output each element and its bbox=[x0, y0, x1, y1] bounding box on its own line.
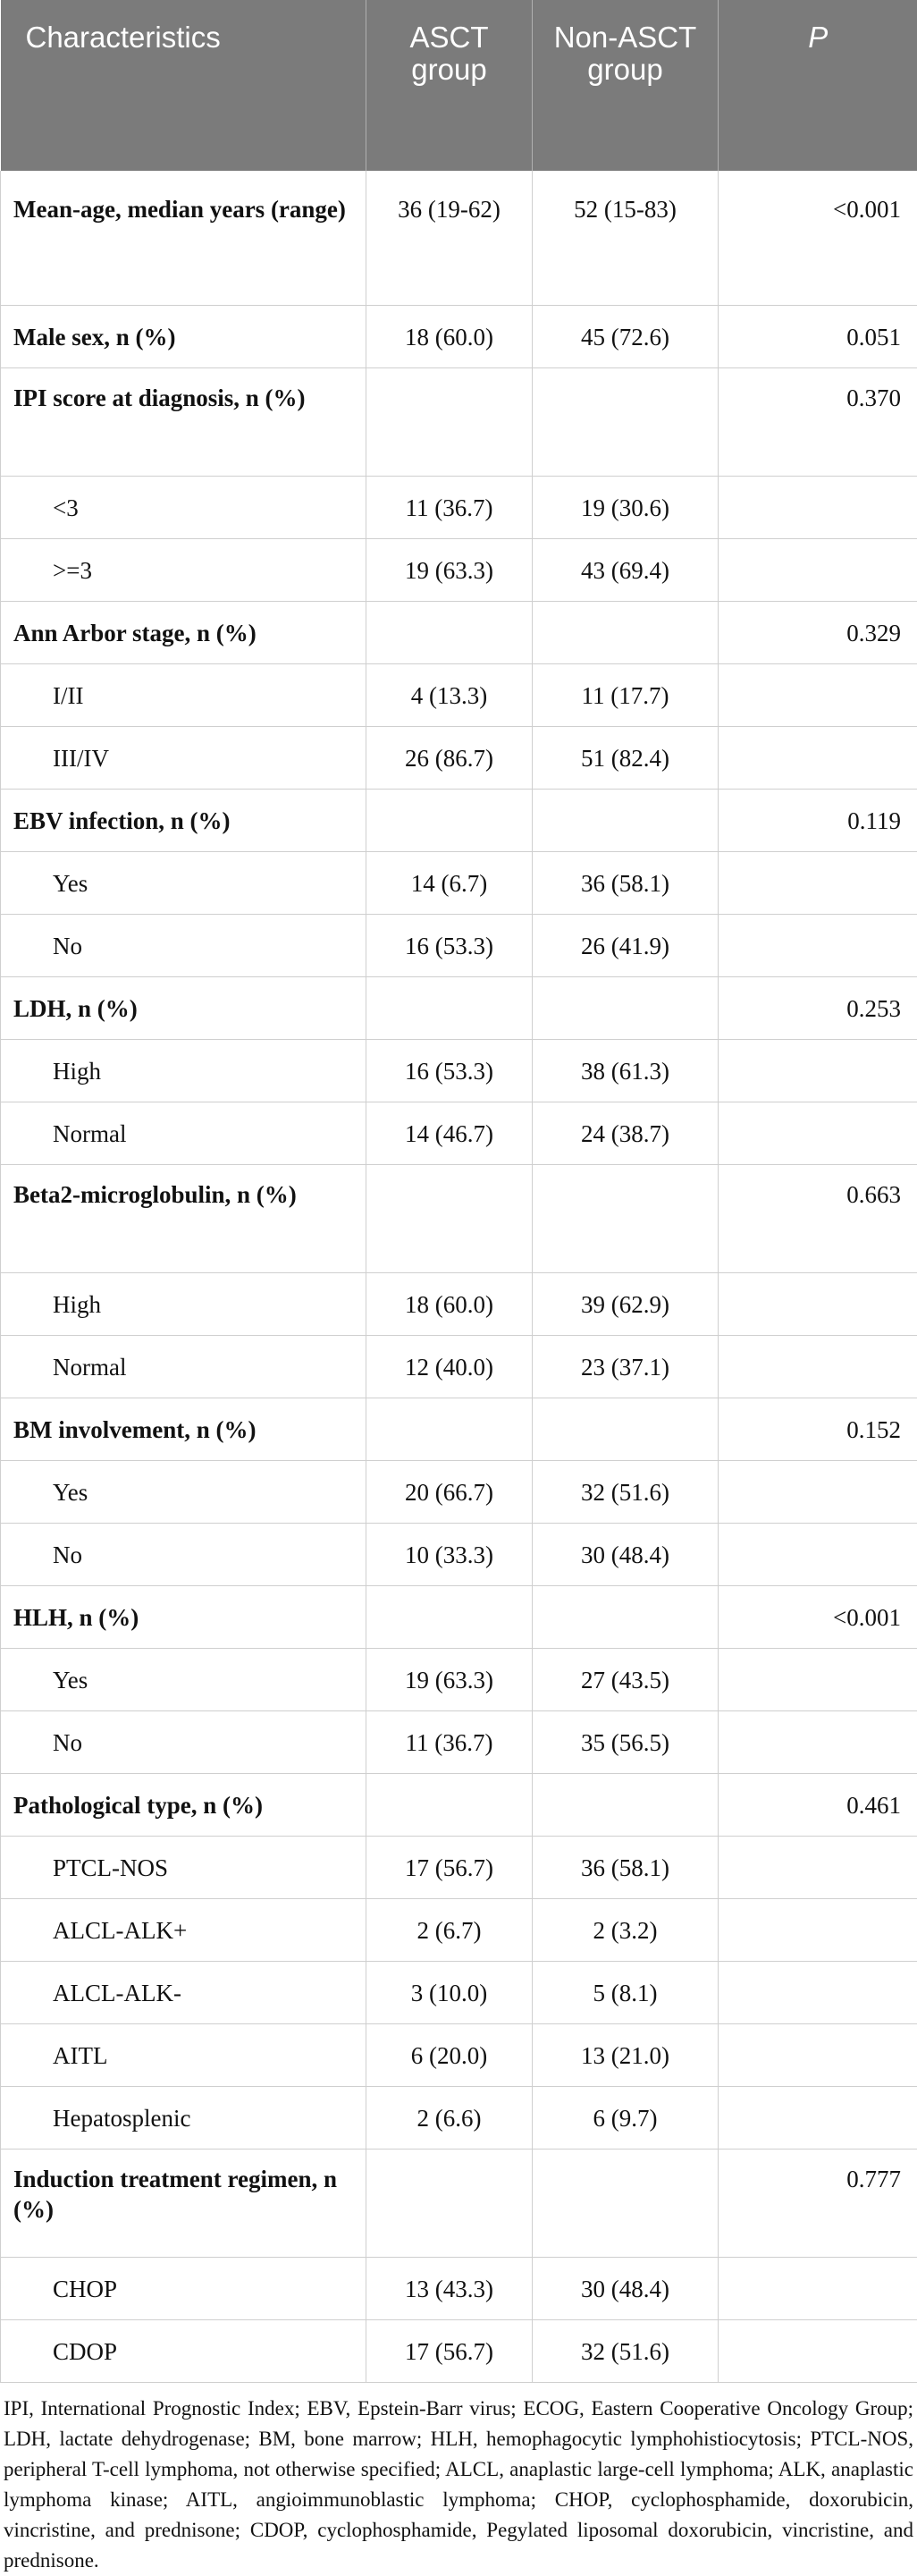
non-asct-value: 45 (72.6) bbox=[533, 306, 719, 368]
subcategory-label: High bbox=[1, 1273, 366, 1336]
subcategory-label: No bbox=[1, 915, 366, 977]
table-row bbox=[1, 1962, 917, 2024]
table-row bbox=[1, 1711, 917, 1774]
table-row bbox=[1, 1899, 917, 1962]
table-row bbox=[1, 602, 917, 664]
header-row bbox=[1, 0, 917, 171]
asct-value bbox=[366, 2149, 533, 2258]
p-value: 0.152 bbox=[719, 1398, 917, 1461]
subcategory-label: Hepatosplenic bbox=[1, 2087, 366, 2149]
asct-value: 2 (6.6) bbox=[366, 2087, 533, 2149]
non-asct-value bbox=[533, 1398, 719, 1461]
asct-value: 19 (63.3) bbox=[366, 539, 533, 602]
p-value bbox=[719, 852, 917, 915]
asct-value bbox=[366, 1398, 533, 1461]
p-value bbox=[719, 2320, 917, 2383]
p-value: 0.253 bbox=[719, 977, 917, 1040]
p-value bbox=[719, 1336, 917, 1398]
asct-value: 3 (10.0) bbox=[366, 1962, 533, 2024]
subcategory-label: ALCL-ALK+ bbox=[1, 1899, 366, 1962]
non-asct-value: 24 (38.7) bbox=[533, 1102, 719, 1165]
non-asct-value: 43 (69.4) bbox=[533, 539, 719, 602]
p-value bbox=[719, 2087, 917, 2149]
asct-value: 10 (33.3) bbox=[366, 1524, 533, 1586]
category-label: Induction treatment regimen, n (%) bbox=[1, 2149, 366, 2258]
header-non-asct-group: Non-ASCT group bbox=[533, 0, 719, 171]
non-asct-value: 36 (58.1) bbox=[533, 852, 719, 915]
subcategory-label: >=3 bbox=[1, 539, 366, 602]
table-row bbox=[1, 1461, 917, 1524]
non-asct-value: 19 (30.6) bbox=[533, 477, 719, 539]
non-asct-value: 6 (9.7) bbox=[533, 2087, 719, 2149]
asct-value: 26 (86.7) bbox=[366, 727, 533, 790]
asct-value: 13 (43.3) bbox=[366, 2258, 533, 2320]
non-asct-value bbox=[533, 2149, 719, 2258]
p-value: 0.329 bbox=[719, 602, 917, 664]
non-asct-value: 2 (3.2) bbox=[533, 1899, 719, 1962]
p-value bbox=[719, 1711, 917, 1774]
asct-value: 16 (53.3) bbox=[366, 915, 533, 977]
p-value: 0.051 bbox=[719, 306, 917, 368]
table-row bbox=[1, 1102, 917, 1165]
table-body bbox=[1, 171, 917, 2383]
table-row bbox=[1, 1774, 917, 1837]
asct-value: 18 (60.0) bbox=[366, 1273, 533, 1336]
asct-value bbox=[366, 368, 533, 477]
asct-value bbox=[366, 602, 533, 664]
p-value bbox=[719, 915, 917, 977]
p-value bbox=[719, 2024, 917, 2087]
category-label: Ann Arbor stage, n (%) bbox=[1, 602, 366, 664]
asct-value: 36 (19-62) bbox=[366, 171, 533, 306]
header-characteristics: Characteristics bbox=[1, 0, 366, 171]
p-value bbox=[719, 539, 917, 602]
p-value: 0.370 bbox=[719, 368, 917, 477]
p-value bbox=[719, 1524, 917, 1586]
table-row bbox=[1, 790, 917, 852]
table-row bbox=[1, 1040, 917, 1102]
non-asct-value: 32 (51.6) bbox=[533, 1461, 719, 1524]
table-row bbox=[1, 852, 917, 915]
asct-value bbox=[366, 1774, 533, 1837]
asct-value: 14 (46.7) bbox=[366, 1102, 533, 1165]
p-value bbox=[719, 1899, 917, 1962]
p-value: 0.777 bbox=[719, 2149, 917, 2258]
table-row bbox=[1, 1336, 917, 1398]
p-value: 0.663 bbox=[719, 1165, 917, 1273]
subcategory-label: CHOP bbox=[1, 2258, 366, 2320]
p-value bbox=[719, 1649, 917, 1711]
subcategory-label: I/II bbox=[1, 664, 366, 727]
table-row bbox=[1, 1649, 917, 1711]
non-asct-value: 30 (48.4) bbox=[533, 1524, 719, 1586]
p-value bbox=[719, 1837, 917, 1899]
non-asct-value: 35 (56.5) bbox=[533, 1711, 719, 1774]
header-p-value: P bbox=[719, 0, 917, 171]
asct-value: 2 (6.7) bbox=[366, 1899, 533, 1962]
category-label: BM involvement, n (%) bbox=[1, 1398, 366, 1461]
asct-value: 6 (20.0) bbox=[366, 2024, 533, 2087]
non-asct-value: 26 (41.9) bbox=[533, 915, 719, 977]
category-label: HLH, n (%) bbox=[1, 1586, 366, 1649]
category-label: Mean-age, median years (range) bbox=[1, 171, 366, 306]
p-value bbox=[719, 477, 917, 539]
category-label: IPI score at diagnosis, n (%) bbox=[1, 368, 366, 477]
asct-value: 11 (36.7) bbox=[366, 477, 533, 539]
non-asct-value bbox=[533, 1774, 719, 1837]
asct-value bbox=[366, 790, 533, 852]
table-header bbox=[1, 0, 917, 171]
subcategory-label: No bbox=[1, 1711, 366, 1774]
table-row bbox=[1, 1586, 917, 1649]
table-row bbox=[1, 664, 917, 727]
asct-value bbox=[366, 1586, 533, 1649]
non-asct-value: 13 (21.0) bbox=[533, 2024, 719, 2087]
asct-value: 17 (56.7) bbox=[366, 2320, 533, 2383]
subcategory-label: CDOP bbox=[1, 2320, 366, 2383]
subcategory-label: No bbox=[1, 1524, 366, 1586]
category-label: EBV infection, n (%) bbox=[1, 790, 366, 852]
subcategory-label: Normal bbox=[1, 1102, 366, 1165]
non-asct-value bbox=[533, 1165, 719, 1273]
p-value bbox=[719, 1273, 917, 1336]
asct-value: 16 (53.3) bbox=[366, 1040, 533, 1102]
asct-value: 4 (13.3) bbox=[366, 664, 533, 727]
p-value bbox=[719, 1461, 917, 1524]
p-value: <0.001 bbox=[719, 1586, 917, 1649]
non-asct-value: 27 (43.5) bbox=[533, 1649, 719, 1711]
subcategory-label: III/IV bbox=[1, 727, 366, 790]
table-row bbox=[1, 368, 917, 477]
table-row bbox=[1, 2087, 917, 2149]
non-asct-value: 36 (58.1) bbox=[533, 1837, 719, 1899]
non-asct-value bbox=[533, 1586, 719, 1649]
non-asct-value bbox=[533, 368, 719, 477]
table-footnote: IPI, International Prognostic Index; EBV, Epstein-Barr virus; ECOG, Eastern Cooperative Oncology Group; LDH, lactate dehydrogenase; BM, bone marrow; HLH, hemophagocytic lymphohistiocytosis; PTCL-NOS, peripheral T-cell lymphoma, not otherwise specified; ALCL, anaplastic large-cell lymphoma; ALK, anaplastic lymphoma kinase; AITL, angioimmunoblastic lymphoma; CHOP, cyclophosphamide, doxorubicin, vincristine, and prednisone; CDOP, cyclophosphamide, Pegylated liposomal doxorubicin, vincristine, and prednisone. bbox=[0, 2383, 917, 2576]
table-row bbox=[1, 2320, 917, 2383]
table-row bbox=[1, 306, 917, 368]
subcategory-label: Yes bbox=[1, 1461, 366, 1524]
subcategory-label: PTCL-NOS bbox=[1, 1837, 366, 1899]
subcategory-label: AITL bbox=[1, 2024, 366, 2087]
p-value bbox=[719, 1040, 917, 1102]
p-value bbox=[719, 1962, 917, 2024]
p-value: 0.461 bbox=[719, 1774, 917, 1837]
table-row bbox=[1, 2024, 917, 2087]
table-row bbox=[1, 1524, 917, 1586]
non-asct-value: 5 (8.1) bbox=[533, 1962, 719, 2024]
asct-value: 17 (56.7) bbox=[366, 1837, 533, 1899]
asct-value: 12 (40.0) bbox=[366, 1336, 533, 1398]
table-row bbox=[1, 2258, 917, 2320]
asct-value: 19 (63.3) bbox=[366, 1649, 533, 1711]
p-value: 0.119 bbox=[719, 790, 917, 852]
non-asct-value bbox=[533, 790, 719, 852]
asct-value bbox=[366, 1165, 533, 1273]
table-row bbox=[1, 1398, 917, 1461]
table-row bbox=[1, 1273, 917, 1336]
table-row bbox=[1, 727, 917, 790]
non-asct-value: 39 (62.9) bbox=[533, 1273, 719, 1336]
p-value bbox=[719, 2258, 917, 2320]
non-asct-value: 30 (48.4) bbox=[533, 2258, 719, 2320]
table-row bbox=[1, 2149, 917, 2258]
table-row bbox=[1, 1165, 917, 1273]
subcategory-label: Normal bbox=[1, 1336, 366, 1398]
p-value: <0.001 bbox=[719, 171, 917, 306]
category-label: LDH, n (%) bbox=[1, 977, 366, 1040]
category-label: Beta2-microglobulin, n (%) bbox=[1, 1165, 366, 1273]
table-row bbox=[1, 915, 917, 977]
table-row bbox=[1, 1837, 917, 1899]
asct-value: 20 (66.7) bbox=[366, 1461, 533, 1524]
asct-value bbox=[366, 977, 533, 1040]
table-row bbox=[1, 977, 917, 1040]
non-asct-value: 11 (17.7) bbox=[533, 664, 719, 727]
header-asct-group: ASCT group bbox=[366, 0, 533, 171]
asct-value: 11 (36.7) bbox=[366, 1711, 533, 1774]
table-row bbox=[1, 171, 917, 306]
subcategory-label: ALCL-ALK- bbox=[1, 1962, 366, 2024]
p-value bbox=[719, 664, 917, 727]
non-asct-value: 23 (37.1) bbox=[533, 1336, 719, 1398]
asct-value: 18 (60.0) bbox=[366, 306, 533, 368]
asct-value: 14 (6.7) bbox=[366, 852, 533, 915]
subcategory-label: <3 bbox=[1, 477, 366, 539]
subcategory-label: Yes bbox=[1, 1649, 366, 1711]
p-value bbox=[719, 1102, 917, 1165]
non-asct-value: 52 (15-83) bbox=[533, 171, 719, 306]
p-value bbox=[719, 727, 917, 790]
table-row bbox=[1, 539, 917, 602]
non-asct-value bbox=[533, 977, 719, 1040]
table-row bbox=[1, 477, 917, 539]
non-asct-value: 38 (61.3) bbox=[533, 1040, 719, 1102]
non-asct-value: 32 (51.6) bbox=[533, 2320, 719, 2383]
category-label: Male sex, n (%) bbox=[1, 306, 366, 368]
subcategory-label: Yes bbox=[1, 852, 366, 915]
non-asct-value bbox=[533, 602, 719, 664]
non-asct-value: 51 (82.4) bbox=[533, 727, 719, 790]
subcategory-label: High bbox=[1, 1040, 366, 1102]
category-label: Pathological type, n (%) bbox=[1, 1774, 366, 1837]
